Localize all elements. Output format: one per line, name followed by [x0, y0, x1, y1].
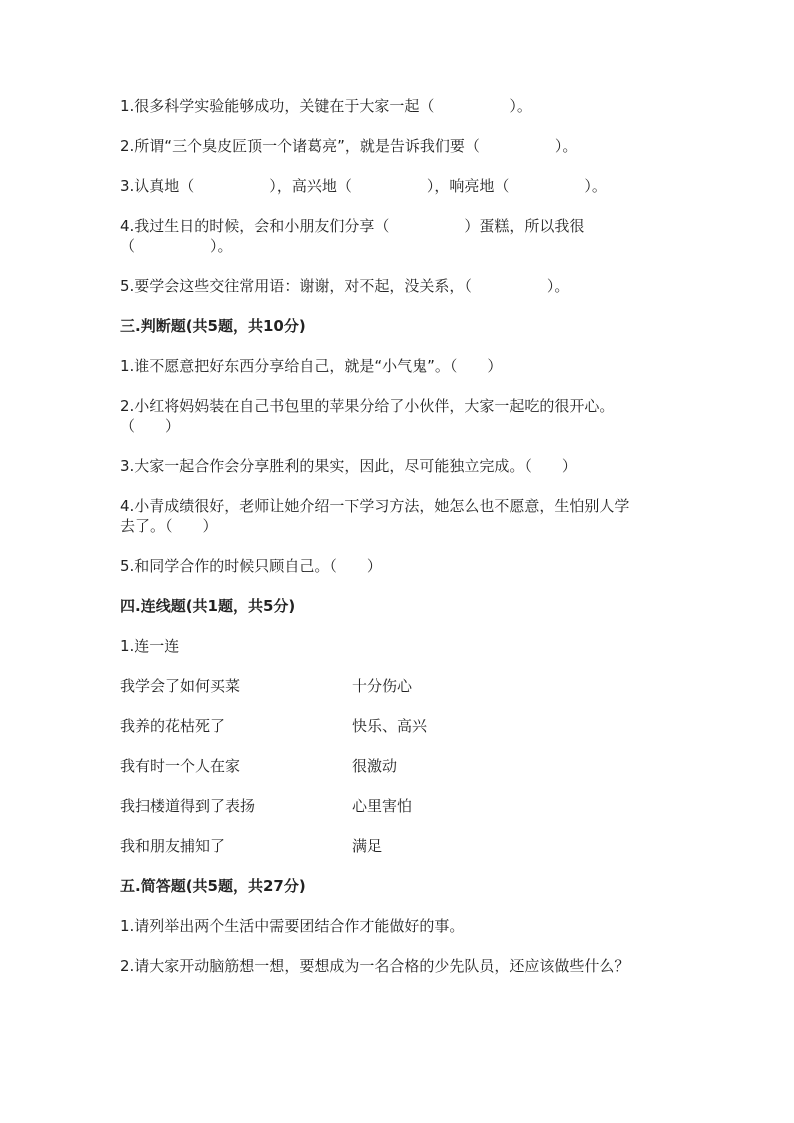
match-right-item: 快乐、高兴	[352, 717, 428, 735]
match-left-item: 我有时一个人在家	[120, 757, 241, 775]
question-text: 1.很多科学实验能够成功，关键在于大家一起（ ）。	[120, 97, 532, 115]
question-text-continued: （ ）。	[120, 237, 233, 255]
question-text: 5.要学会这些交往常用语：谢谢，对不起，没关系，（ ）。	[120, 277, 570, 295]
match-right-item: 满足	[352, 837, 383, 855]
question-text: 4.小青成绩很好，老师让她介绍一下学习方法，她怎么也不愿意，生怕别人学	[120, 497, 630, 515]
question-text: 1.连一连	[120, 637, 180, 655]
question-text: 1.谁不愿意把好东西分享给自己，就是“小气鬼”。（ ）	[120, 357, 503, 375]
match-right-item: 心里害怕	[352, 797, 413, 815]
true-false-question-4	[120, 496, 680, 536]
match-pair	[120, 756, 680, 776]
section-heading-short-answer: 五.简答题(共5题，共27分)	[120, 877, 306, 895]
match-left-item: 我扫楼道得到了表扬	[120, 797, 256, 815]
section-heading-true-false: 三.判断题(共5题，共10分)	[120, 317, 306, 335]
worksheet-page	[120, 96, 680, 996]
fill-blank-question-1	[120, 96, 680, 116]
matching-question-1	[120, 636, 680, 656]
match-pair	[120, 676, 680, 696]
match-pair	[120, 716, 680, 736]
match-left-item: 我和朋友捕知了	[120, 837, 226, 855]
true-false-question-5	[120, 556, 680, 576]
true-false-question-3	[120, 456, 680, 476]
match-pair	[120, 796, 680, 816]
match-left-item: 我养的花枯死了	[120, 717, 226, 735]
fill-blank-question-2	[120, 136, 680, 156]
fill-blank-question-3	[120, 176, 680, 196]
question-text: 2.请大家开动脑筋想一想，要想成为一名合格的少先队员，还应该做些什么？	[120, 957, 630, 975]
question-text: 3.大家一起合作会分享胜利的果实，因此，尽可能独立完成。（ ）	[120, 457, 577, 475]
short-answer-question-2	[120, 956, 680, 976]
question-text: 3.认真地（ ），高兴地（ ），响亮地（ ）。	[120, 177, 607, 195]
section-heading-matching: 四.连线题(共1题，共5分)	[120, 597, 296, 615]
match-pair	[120, 836, 680, 856]
question-text: 1.请列举出两个生活中需要团结合作才能做好的事。	[120, 917, 465, 935]
match-right-item: 十分伤心	[352, 677, 413, 695]
question-text: 2.所谓“三个臭皮匠顶一个诸葛亮”，就是告诉我们要（ ）。	[120, 137, 578, 155]
question-text: 5.和同学合作的时候只顾自己。（ ）	[120, 557, 382, 575]
question-text: 2.小红将妈妈装在自己书包里的苹果分给了小伙伴，大家一起吃的很开心。	[120, 397, 615, 415]
fill-blank-question-4	[120, 216, 680, 256]
true-false-question-2	[120, 396, 680, 436]
fill-blank-question-5	[120, 276, 680, 296]
short-answer-question-1	[120, 916, 680, 936]
true-false-question-1	[120, 356, 680, 376]
match-right-item: 很激动	[352, 757, 398, 775]
question-text: 4.我过生日的时候，会和小朋友们分享（ ）蛋糕，所以我很	[120, 217, 585, 235]
question-text-continued: （ ）	[120, 417, 181, 435]
match-left-item: 我学会了如何买菜	[120, 677, 241, 695]
question-text-continued: 去了。（ ）	[120, 517, 218, 535]
